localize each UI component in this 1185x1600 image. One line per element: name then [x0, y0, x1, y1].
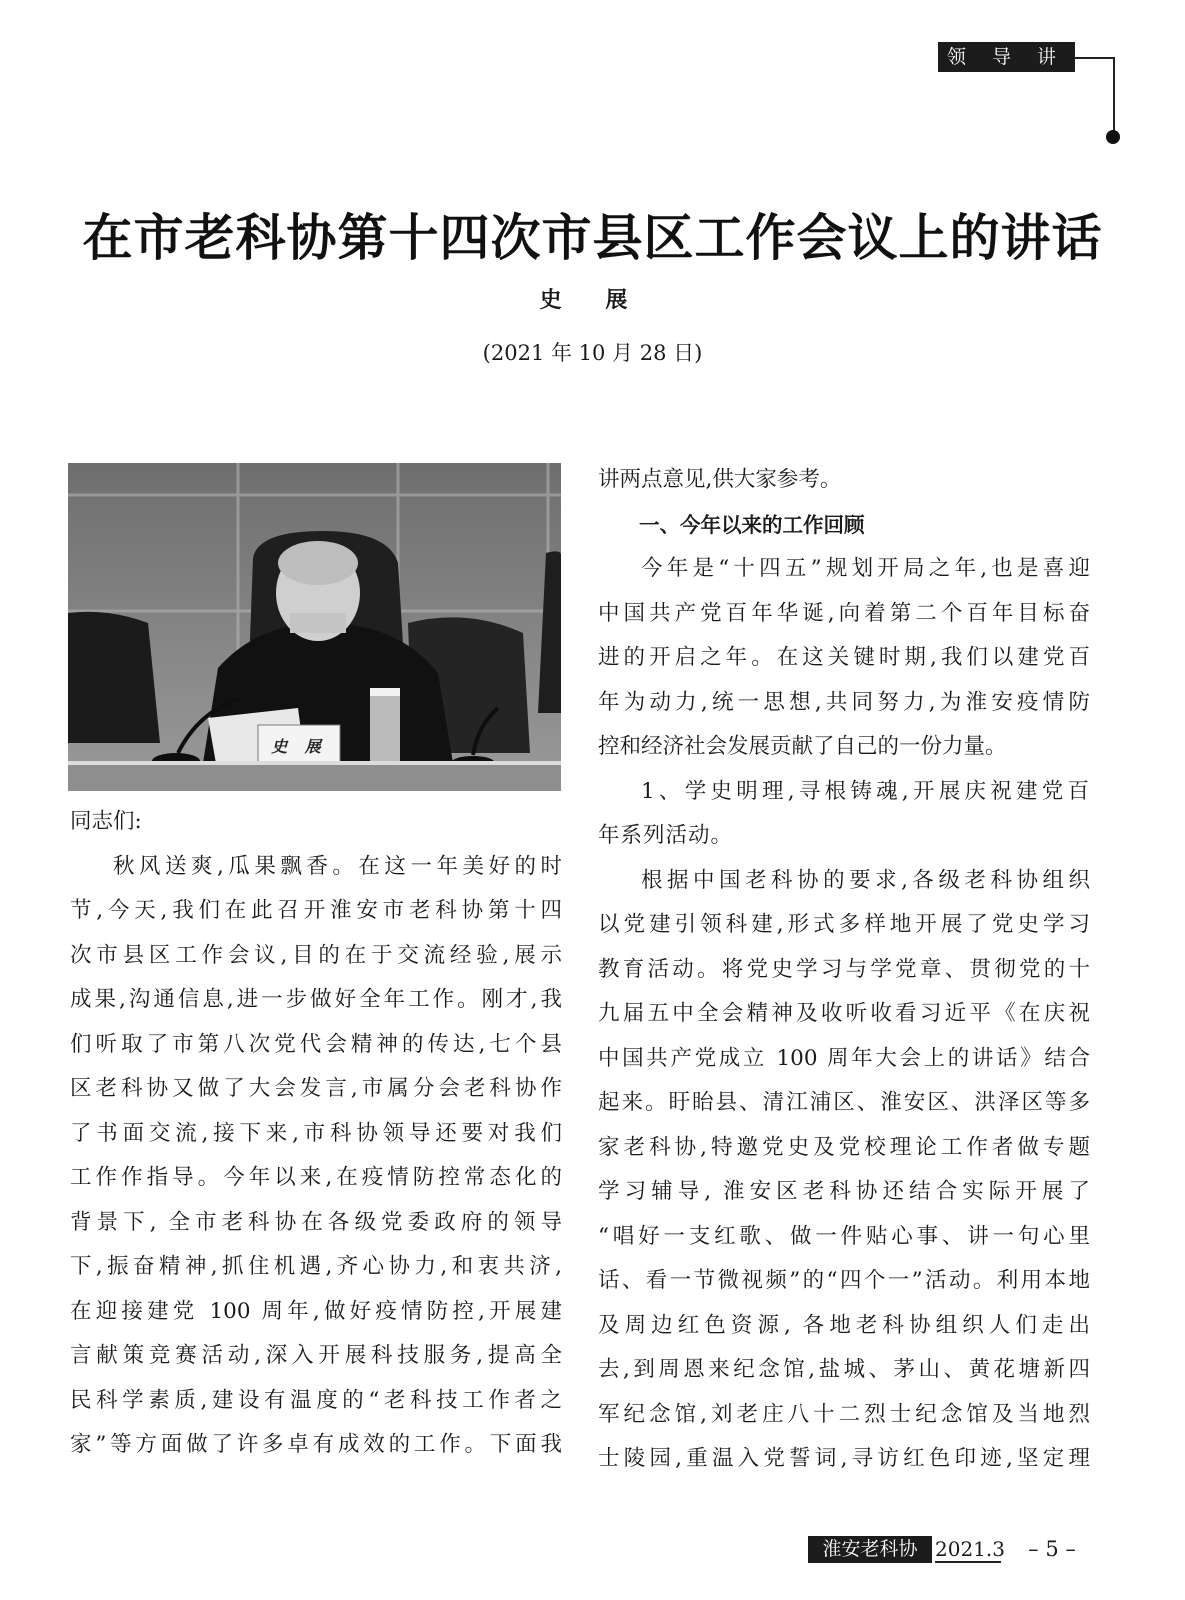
- text-line: 言献策竞赛活动,深入开展科技服务,提高全: [70, 1343, 562, 1368]
- text-line: 教育活动。将党史学习与学党章、贯彻党的十: [598, 956, 1090, 982]
- text-line: 今年是“十四五”规划开局之年,也是喜迎: [641, 556, 1090, 581]
- right-column: [598, 458, 1090, 1482]
- text-line: 九届五中全会精神及收听收看习近平《在庆祝: [598, 1001, 1090, 1026]
- text-line: 中国共产党百年华诞,向着第二个百年目标奋: [598, 600, 1090, 626]
- nameplate-text: 史 展: [271, 737, 327, 756]
- text-line: 学习辅导, 淮安区老科协还结合实际开展了: [598, 1179, 1090, 1204]
- text-line: 控和经济社会发展贡献了自己的一份力量。: [598, 734, 1007, 759]
- text-line: 工作作指导。今年以来,在疫情防控常态化的: [70, 1165, 562, 1190]
- footer-magazine-name: 淮安老科协: [808, 1536, 932, 1563]
- salutation: 同志们:: [70, 809, 142, 834]
- text-line: 节,今天,我们在此召开淮安市老科协第十四: [70, 898, 562, 923]
- text-line: 下,振奋精神,抓住机遇,齐心协力,和衷共济,: [70, 1254, 562, 1279]
- text-line: 次市县区工作会议,目的在于交流经验,展示: [70, 942, 562, 968]
- speaker-photo: [68, 463, 561, 791]
- left-column: [70, 800, 562, 1468]
- footer-issue: 2021.3: [935, 1537, 1005, 1561]
- text-line: 区老科协又做了大会发言,市属分会老科协作: [70, 1076, 562, 1101]
- text-line: 成果,沟通信息,进一步做好全年工作。刚才,我: [70, 987, 562, 1012]
- page-number: – 5 –: [1028, 1537, 1076, 1561]
- subheading: 1、学史明理,寻根铸魂,开展庆祝建党百: [641, 778, 1090, 804]
- text-line: 军纪念馆,刘老庄八十二烈士纪念馆及当地烈: [598, 1401, 1090, 1427]
- article-title: 在市老科协第十四次市县区工作会议上的讲话: [82, 208, 1103, 267]
- text-line: “唱好一支红歌、做一件贴心事、讲一句心里: [598, 1223, 1090, 1249]
- text-line: 及周边红色资源, 各地老科协组织人们走出: [598, 1312, 1090, 1338]
- text-line: 讲两点意见,供大家参考。: [598, 467, 842, 492]
- article-date: (2021 年 10 月 28 日): [482, 341, 703, 365]
- text-line: 士陵园,重温入党誓词,寻访红色印迹,坚定理: [598, 1446, 1090, 1471]
- text-line: 以党建引领科建,形式多样地开展了党史学习: [598, 912, 1090, 937]
- subheading: 年系列活动。: [598, 823, 734, 848]
- header-rule-horizontal: [1075, 57, 1115, 59]
- text-line: 们听取了市第八次党代会精神的传达,七个县: [70, 1031, 562, 1057]
- text-line: 了书面交流,接下来,市科协领导还要对我们: [70, 1120, 562, 1146]
- text-line: 在迎接建党 100 周年,做好疫情防控,开展建: [70, 1298, 562, 1324]
- text-line: 民科学素质,建设有温度的“老科技工作者之: [70, 1387, 562, 1413]
- text-line: 中国共产党成立 100 周年大会上的讲话》结合: [598, 1045, 1090, 1071]
- article-author: 史 展: [539, 288, 646, 313]
- header-rule-vertical: [1113, 57, 1115, 135]
- section-heading: 一、今年以来的工作回顾: [639, 512, 865, 537]
- text-line: 年为动力,统一思想,共同努力,为淮安疫情防: [598, 689, 1090, 715]
- text-line: 去,到周恩来纪念馆,盐城、茅山、黄花塘新四: [598, 1357, 1090, 1382]
- text-line: 进的开启之年。在这关键时期,我们以建党百: [598, 645, 1090, 670]
- section-tag: 领 导 讲 话: [938, 42, 1075, 72]
- text-line: 背景下, 全市老科协在各级党委政府的领导: [70, 1209, 562, 1235]
- text-line: 家老科协,特邀党史及党校理论工作者做专题: [598, 1134, 1090, 1160]
- text-line: 起来。盱眙县、清江浦区、淮安区、洪泽区等多: [598, 1090, 1090, 1115]
- text-line: 根据中国老科协的要求,各级老科协组织: [641, 867, 1090, 893]
- text-line: 话、看一节微视频”的“四个一”活动。利用本地: [598, 1268, 1090, 1293]
- text-line: 家”等方面做了许多卓有成效的工作。下面我: [70, 1432, 562, 1457]
- text-line: 秋风送爽,瓜果飘香。在这一年美好的时: [113, 853, 562, 879]
- header-dot: [1106, 130, 1120, 144]
